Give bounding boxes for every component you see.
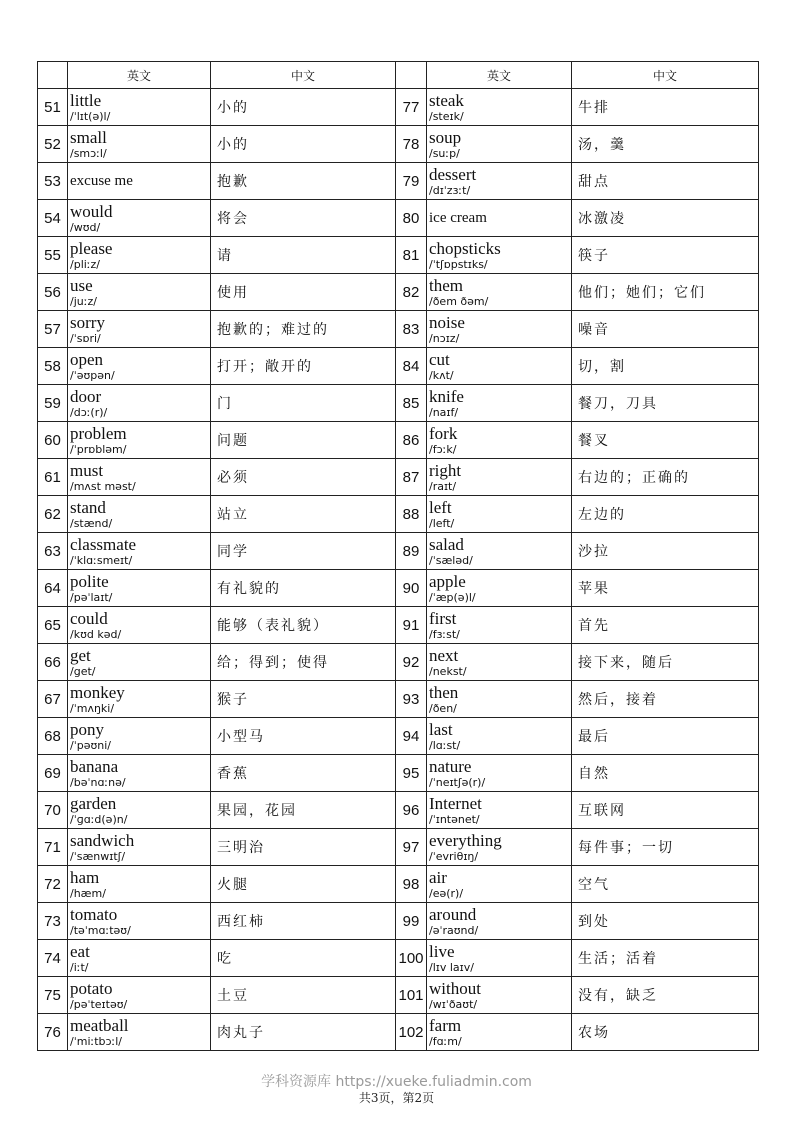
- chinese-meaning: 吃: [211, 940, 396, 977]
- chinese-meaning: 能够（表礼貌）: [211, 607, 396, 644]
- phonetic-transcription: /dɪˈzɜːt/: [429, 183, 471, 197]
- english-word: get: [70, 645, 91, 665]
- phonetic-transcription: /ˈmʌŋki/: [70, 701, 115, 715]
- english-word: garden: [70, 793, 117, 813]
- chinese-meaning: 抱歉: [211, 163, 396, 200]
- entry-number: 58: [38, 348, 68, 385]
- entry-number: 52: [38, 126, 68, 163]
- english-cell: [68, 237, 211, 274]
- phonetic-transcription: /ˈɪntənet/: [429, 812, 480, 826]
- chinese-meaning: 西红柿: [211, 903, 396, 940]
- entry-number: 85: [396, 385, 427, 422]
- english-cell: [427, 385, 572, 422]
- chinese-meaning: 切，割: [572, 348, 759, 385]
- english-cell: [68, 755, 211, 792]
- english-word: without: [429, 978, 481, 998]
- chinese-meaning: 首先: [572, 607, 759, 644]
- english-cell: [427, 163, 572, 200]
- table-row: [38, 866, 759, 903]
- phonetic-transcription: /kʊd kəd/: [70, 627, 122, 641]
- chinese-meaning: 餐叉: [572, 422, 759, 459]
- english-word: sorry: [70, 312, 105, 332]
- chinese-meaning: 冰激凌: [572, 200, 759, 237]
- vocabulary-table: [37, 61, 759, 1051]
- phonetic-transcription: /stænd/: [70, 516, 113, 530]
- english-cell: [427, 237, 572, 274]
- english-cell: [427, 977, 572, 1014]
- entry-number: 51: [38, 89, 68, 126]
- header-chinese-left: 中文: [211, 62, 396, 89]
- entry-number: 100: [396, 940, 427, 977]
- chinese-meaning: 筷子: [572, 237, 759, 274]
- english-word: door: [70, 386, 102, 406]
- english-word: open: [70, 349, 104, 369]
- entry-number: 72: [38, 866, 68, 903]
- phonetic-transcription: /hæm/: [70, 886, 106, 900]
- table-row: [38, 496, 759, 533]
- phonetic-transcription: /bəˈnɑːnə/: [70, 775, 126, 789]
- english-cell: [68, 89, 211, 126]
- table-row: [38, 792, 759, 829]
- entry-number: 64: [38, 570, 68, 607]
- english-cell: [427, 755, 572, 792]
- chinese-meaning: 牛排: [572, 89, 759, 126]
- phonetic-transcription: /nɔɪz/: [429, 331, 460, 345]
- english-word: problem: [70, 423, 127, 443]
- english-cell: [427, 422, 572, 459]
- english-cell: [68, 829, 211, 866]
- entry-number: 78: [396, 126, 427, 163]
- phonetic-transcription: /naɪf/: [429, 405, 459, 419]
- entry-number: 63: [38, 533, 68, 570]
- english-word: air: [429, 867, 447, 887]
- chinese-meaning: 互联网: [572, 792, 759, 829]
- english-cell: [427, 570, 572, 607]
- english-word: sandwich: [70, 830, 135, 850]
- phonetic-transcription: /təˈmɑːtəʊ/: [70, 923, 131, 937]
- entry-number: 75: [38, 977, 68, 1014]
- phonetic-transcription: /fɔːk/: [429, 442, 457, 456]
- table-row: [38, 829, 759, 866]
- english-word: left: [429, 497, 452, 517]
- chinese-meaning: 三明治: [211, 829, 396, 866]
- chinese-meaning: 必须: [211, 459, 396, 496]
- english-cell: [68, 977, 211, 1014]
- phonetic-transcription: /dɔː(r)/: [70, 405, 108, 419]
- english-cell: [427, 311, 572, 348]
- table-row: [38, 89, 759, 126]
- english-cell: [68, 792, 211, 829]
- chinese-meaning: 餐刀，刀具: [572, 385, 759, 422]
- english-word: could: [70, 608, 108, 628]
- english-cell: [427, 200, 572, 237]
- table-row: [38, 422, 759, 459]
- phonetic-transcription: /wʊd/: [70, 220, 101, 234]
- table-row: [38, 681, 759, 718]
- phonetic-transcription: /lɪv laɪv/: [429, 960, 474, 974]
- phonetic-transcription: /lɑːst/: [429, 738, 461, 752]
- phonetic-transcription: /ˈəʊpən/: [70, 368, 115, 382]
- english-word: use: [70, 275, 93, 295]
- chinese-meaning: 抱歉的；难过的: [211, 311, 396, 348]
- english-word: last: [429, 719, 453, 739]
- phonetic-transcription: /ˈɡɑːd(ə)n/: [70, 812, 128, 826]
- english-cell: [68, 311, 211, 348]
- english-cell: [427, 681, 572, 718]
- chinese-meaning: 接下来，随后: [572, 644, 759, 681]
- phonetic-transcription: /get/: [70, 664, 96, 678]
- english-word: fork: [429, 423, 458, 443]
- entry-number: 80: [396, 200, 427, 237]
- english-word: monkey: [70, 682, 125, 702]
- entry-number: 89: [396, 533, 427, 570]
- phonetic-transcription: /ðen/: [429, 701, 457, 715]
- entry-number: 77: [396, 89, 427, 126]
- english-cell: [68, 385, 211, 422]
- entry-number: 60: [38, 422, 68, 459]
- table-row: [38, 163, 759, 200]
- phonetic-transcription: /juːz/: [70, 294, 97, 308]
- entry-number: 73: [38, 903, 68, 940]
- english-word: pony: [70, 719, 104, 739]
- chinese-meaning: 使用: [211, 274, 396, 311]
- english-cell: [427, 348, 572, 385]
- english-cell: [68, 940, 211, 977]
- entry-number: 67: [38, 681, 68, 718]
- table-row: [38, 607, 759, 644]
- entry-number: 101: [396, 977, 427, 1014]
- chinese-meaning: 问题: [211, 422, 396, 459]
- english-cell: [427, 718, 572, 755]
- phonetic-transcription: /eə(r)/: [429, 886, 464, 900]
- table-row: [38, 644, 759, 681]
- english-cell: [68, 570, 211, 607]
- english-cell: [68, 866, 211, 903]
- english-cell: [68, 496, 211, 533]
- header-chinese-right: 中文: [572, 62, 759, 89]
- chinese-meaning: 小的: [211, 126, 396, 163]
- english-word: little: [70, 90, 102, 110]
- phonetic-transcription: /ˈsænwɪtʃ/: [70, 849, 126, 863]
- english-cell: [68, 274, 211, 311]
- entry-number: 69: [38, 755, 68, 792]
- phonetic-transcription: /pəˈlaɪt/: [70, 590, 113, 604]
- entry-number: 96: [396, 792, 427, 829]
- english-word: soup: [429, 127, 462, 147]
- entry-number: 82: [396, 274, 427, 311]
- entry-number: 54: [38, 200, 68, 237]
- phonetic-transcription: /ˈklɑːsmeɪt/: [70, 553, 133, 567]
- chinese-meaning: 给；得到；使得: [211, 644, 396, 681]
- table-row: [38, 755, 759, 792]
- phonetic-transcription: /ˈsɒri/: [70, 331, 101, 345]
- entry-number: 57: [38, 311, 68, 348]
- phonetic-transcription: /əˈraʊnd/: [429, 923, 479, 937]
- entry-number: 97: [396, 829, 427, 866]
- english-cell: [427, 829, 572, 866]
- table-row: [38, 126, 759, 163]
- chinese-meaning: 同学: [211, 533, 396, 570]
- english-word: nature: [429, 756, 472, 776]
- table-row: [38, 274, 759, 311]
- chinese-meaning: 农场: [572, 1014, 759, 1051]
- entry-number: 53: [38, 163, 68, 200]
- english-word: potato: [70, 978, 113, 998]
- english-word: must: [70, 460, 104, 480]
- english-word: then: [429, 682, 459, 702]
- english-word: noise: [429, 312, 465, 332]
- phonetic-transcription: /left/: [429, 516, 455, 530]
- english-cell: [68, 163, 211, 200]
- chinese-meaning: 请: [211, 237, 396, 274]
- entry-number: 91: [396, 607, 427, 644]
- phonetic-transcription: /ˈæp(ə)l/: [429, 590, 476, 604]
- header-english-left: 英文: [68, 62, 211, 89]
- chinese-meaning: 小的: [211, 89, 396, 126]
- english-cell: [68, 126, 211, 163]
- english-cell: [68, 681, 211, 718]
- table-row: [38, 348, 759, 385]
- english-word: banana: [70, 756, 119, 776]
- english-cell: [68, 348, 211, 385]
- english-word: farm: [429, 1015, 462, 1035]
- table-row: [38, 570, 759, 607]
- english-cell: [68, 718, 211, 755]
- english-cell: [427, 274, 572, 311]
- entry-number: 79: [396, 163, 427, 200]
- entry-number: 76: [38, 1014, 68, 1051]
- english-word: dessert: [429, 164, 477, 184]
- english-cell: [68, 533, 211, 570]
- english-word: steak: [429, 90, 464, 110]
- chinese-meaning: 香蕉: [211, 755, 396, 792]
- table-row: [38, 940, 759, 977]
- chinese-meaning: 甜点: [572, 163, 759, 200]
- english-word: next: [429, 645, 459, 665]
- table-row: [38, 237, 759, 274]
- phonetic-transcription: /pliːz/: [70, 257, 100, 271]
- english-cell: [427, 792, 572, 829]
- english-word: salad: [429, 534, 464, 554]
- entry-number: 59: [38, 385, 68, 422]
- chinese-meaning: 门: [211, 385, 396, 422]
- phonetic-transcription: /mʌst məst/: [70, 479, 136, 493]
- english-cell: [427, 903, 572, 940]
- chinese-meaning: 右边的；正确的: [572, 459, 759, 496]
- chinese-meaning: 生活；活着: [572, 940, 759, 977]
- english-cell: [427, 940, 572, 977]
- phonetic-transcription: /ˈneɪtʃə(r)/: [429, 775, 486, 789]
- entry-number: 87: [396, 459, 427, 496]
- english-cell: [68, 200, 211, 237]
- table-row: [38, 311, 759, 348]
- english-cell: [427, 496, 572, 533]
- entry-number: 55: [38, 237, 68, 274]
- english-word: meatball: [70, 1015, 129, 1035]
- english-word: tomato: [70, 904, 118, 924]
- phonetic-transcription: /ˈpəʊni/: [70, 738, 112, 752]
- header-number-right: [396, 62, 427, 89]
- entry-number: 93: [396, 681, 427, 718]
- english-cell: [68, 607, 211, 644]
- entry-number: 98: [396, 866, 427, 903]
- chinese-meaning: 空气: [572, 866, 759, 903]
- phonetic-transcription: /ˈprɒbləm/: [70, 442, 127, 456]
- table-row: [38, 459, 759, 496]
- phonetic-transcription: /suːp/: [429, 146, 460, 160]
- chinese-meaning: 没有，缺乏: [572, 977, 759, 1014]
- phonetic-transcription: /ˈlɪt(ə)l/: [70, 109, 111, 123]
- entry-number: 70: [38, 792, 68, 829]
- phonetic-transcription: /ðem ðəm/: [429, 294, 489, 308]
- phonetic-transcription: /fɜːst/: [429, 627, 460, 641]
- chinese-meaning: 猴子: [211, 681, 396, 718]
- english-cell: [427, 533, 572, 570]
- english-cell: [427, 866, 572, 903]
- english-cell: [68, 644, 211, 681]
- entry-number: 65: [38, 607, 68, 644]
- entry-number: 90: [396, 570, 427, 607]
- entry-number: 68: [38, 718, 68, 755]
- table-row: [38, 533, 759, 570]
- header-english-right: 英文: [427, 62, 572, 89]
- english-cell: [427, 644, 572, 681]
- chinese-meaning: 他们；她们；它们: [572, 274, 759, 311]
- chinese-meaning: 自然: [572, 755, 759, 792]
- phonetic-transcription: /smɔːl/: [70, 146, 107, 160]
- english-word: knife: [429, 386, 464, 406]
- phonetic-transcription: /ˈsæləd/: [429, 553, 473, 567]
- entry-number: 56: [38, 274, 68, 311]
- phonetic-transcription: /fɑːm/: [429, 1034, 462, 1048]
- entry-number: 94: [396, 718, 427, 755]
- entry-number: 71: [38, 829, 68, 866]
- english-word: around: [429, 904, 477, 924]
- entry-number: 102: [396, 1014, 427, 1051]
- phonetic-transcription: /iːt/: [70, 960, 89, 974]
- phonetic-transcription: /ˈtʃɒpstɪks/: [429, 257, 488, 271]
- phonetic-transcription: /kʌt/: [429, 368, 454, 382]
- chinese-meaning: 土豆: [211, 977, 396, 1014]
- english-cell: [427, 1014, 572, 1051]
- chinese-meaning: 将会: [211, 200, 396, 237]
- english-word: classmate: [70, 534, 137, 554]
- phonetic-transcription: /pəˈteɪtəʊ/: [70, 997, 128, 1011]
- english-cell: [68, 459, 211, 496]
- english-word: everything: [429, 830, 502, 850]
- english-word: please: [70, 238, 113, 258]
- english-word: them: [429, 275, 463, 295]
- entry-number: 95: [396, 755, 427, 792]
- chinese-meaning: 最后: [572, 718, 759, 755]
- phonetic-transcription: /steɪk/: [429, 109, 464, 123]
- chinese-meaning: 左边的: [572, 496, 759, 533]
- chinese-meaning: 沙拉: [572, 533, 759, 570]
- vocabulary-body: [38, 89, 759, 1051]
- english-word: ham: [70, 867, 100, 887]
- english-cell: [427, 126, 572, 163]
- phonetic-transcription: /raɪt/: [429, 479, 457, 493]
- table-row: [38, 718, 759, 755]
- entry-number: 61: [38, 459, 68, 496]
- chinese-meaning: 苹果: [572, 570, 759, 607]
- entry-number: 92: [396, 644, 427, 681]
- header-number-left: [38, 62, 68, 89]
- table-row: [38, 903, 759, 940]
- phonetic-transcription: /ˈevriθɪŋ/: [429, 849, 479, 863]
- english-word: cut: [429, 349, 450, 369]
- english-cell: [68, 422, 211, 459]
- chinese-meaning: 小型马: [211, 718, 396, 755]
- chinese-meaning: 汤，羹: [572, 126, 759, 163]
- english-cell: [427, 459, 572, 496]
- phonetic-transcription: /wɪˈðaʊt/: [429, 997, 478, 1011]
- table-row: [38, 385, 759, 422]
- english-word: apple: [429, 571, 466, 591]
- table-row: [38, 977, 759, 1014]
- english-cell: [68, 903, 211, 940]
- chinese-meaning: 噪音: [572, 311, 759, 348]
- entry-number: 62: [38, 496, 68, 533]
- entry-number: 86: [396, 422, 427, 459]
- chinese-meaning: 站立: [211, 496, 396, 533]
- chinese-meaning: 然后，接着: [572, 681, 759, 718]
- table-row: [38, 1014, 759, 1051]
- english-word: would: [70, 201, 113, 221]
- english-word: small: [70, 127, 107, 147]
- english-cell: [427, 89, 572, 126]
- entry-number: 81: [396, 237, 427, 274]
- english-cell: [68, 1014, 211, 1051]
- chinese-meaning: 打开；敞开的: [211, 348, 396, 385]
- english-word: Internet: [429, 793, 482, 813]
- chinese-meaning: 火腿: [211, 866, 396, 903]
- footer-page-number: 共3页，第2页: [358, 1091, 435, 1105]
- chinese-meaning: 到处: [572, 903, 759, 940]
- entry-number: 66: [38, 644, 68, 681]
- english-word: excuse me: [70, 172, 133, 189]
- english-word: stand: [70, 497, 106, 517]
- english-word: right: [429, 460, 462, 480]
- entry-number: 99: [396, 903, 427, 940]
- english-word: eat: [70, 941, 90, 961]
- chinese-meaning: 肉丸子: [211, 1014, 396, 1051]
- footer-source-watermark: 学科资源库 https://xueke.fuliadmin.com: [261, 1074, 532, 1090]
- entry-number: 83: [396, 311, 427, 348]
- table-row: [38, 200, 759, 237]
- phonetic-transcription: /nekst/: [429, 664, 467, 678]
- phonetic-transcription: /ˈmiːtbɔːl/: [70, 1034, 123, 1048]
- chinese-meaning: 果园，花园: [211, 792, 396, 829]
- chinese-meaning: 每件事；一切: [572, 829, 759, 866]
- chinese-meaning: 有礼貌的: [211, 570, 396, 607]
- entry-number: 84: [396, 348, 427, 385]
- english-word: chopsticks: [429, 238, 501, 258]
- english-word: live: [429, 941, 455, 961]
- english-cell: [427, 607, 572, 644]
- english-word: ice cream: [429, 209, 487, 226]
- english-word: first: [429, 608, 457, 628]
- english-word: polite: [70, 571, 109, 591]
- entry-number: 88: [396, 496, 427, 533]
- table-header-row: [38, 62, 759, 89]
- entry-number: 74: [38, 940, 68, 977]
